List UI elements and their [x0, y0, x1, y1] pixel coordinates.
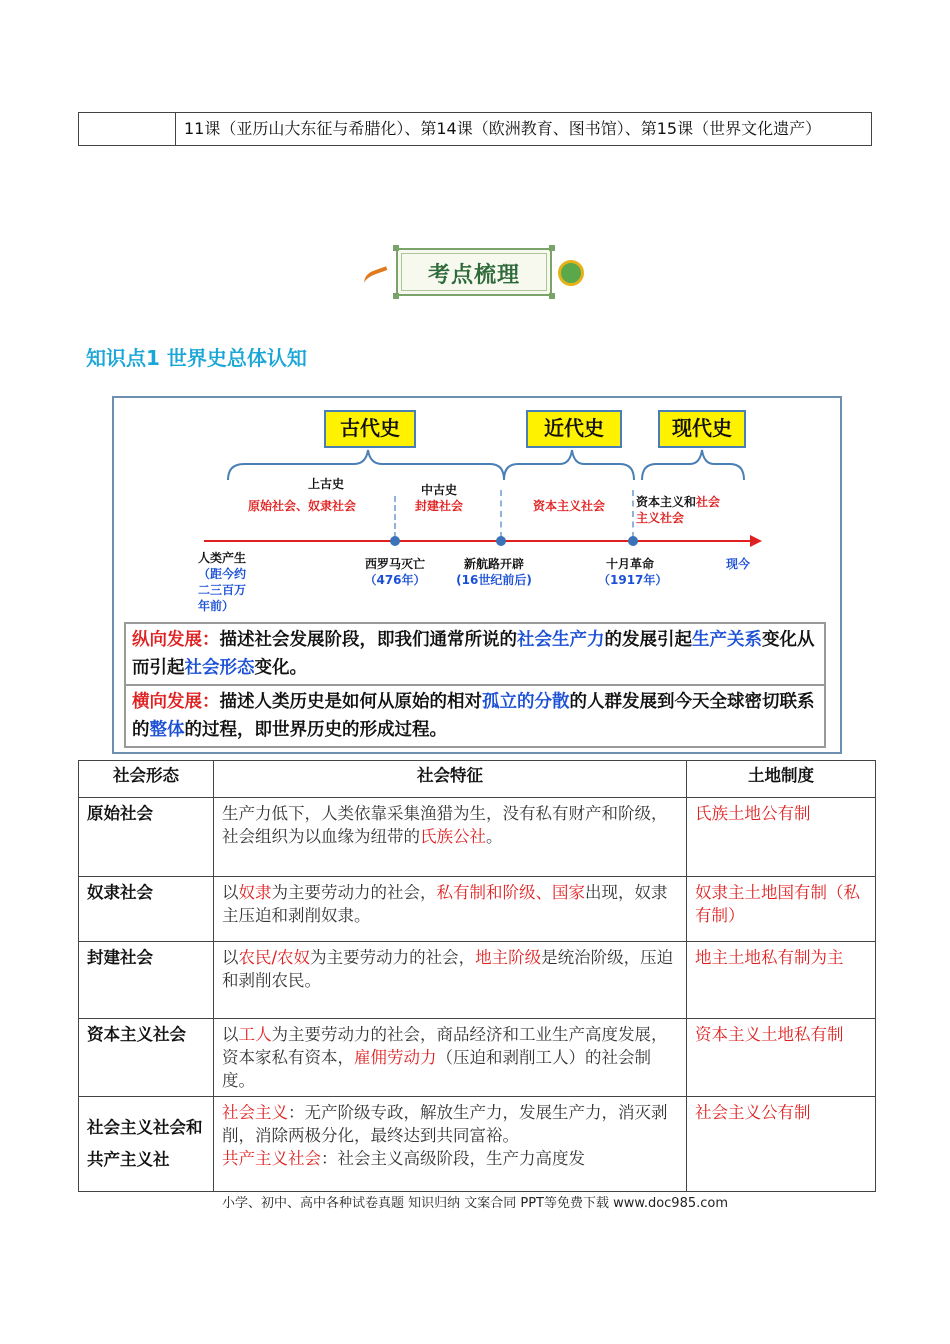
table-header-row: [79, 761, 876, 798]
social-form-cell: 社会主义社会和共产主义社: [79, 1097, 214, 1192]
era-braces: [114, 398, 840, 518]
milestone-rome-fall-note: （476年）: [364, 573, 426, 587]
table-cell-lessons: 11课（亚历山大东征与希腊化）、第14课（欧洲教育、图书馆）、第15课（世界文化遗产）: [176, 113, 872, 146]
table-cell-empty: [79, 113, 176, 146]
period-contemporary: 资本主义和社会 主义社会: [636, 495, 721, 525]
land-system-cell: 地主土地私有制为主: [687, 942, 876, 1019]
banner-label: 考点梳理: [427, 263, 520, 288]
section-banner: [362, 244, 592, 302]
milestone-october-revolution-note: （1917年）: [598, 573, 668, 587]
milestone-present: 现今: [725, 557, 750, 571]
social-forms-table: [78, 760, 876, 1192]
milestone-human-origin: 人类产生: [198, 551, 247, 565]
milestone-dot: [496, 536, 506, 546]
leaf-icon: [362, 266, 393, 292]
land-system-cell: 氏族土地公有制: [687, 798, 876, 877]
column-header: 社会特征: [214, 761, 687, 798]
social-feature-cell: 以农民/农奴为主要劳动力的社会，地主阶级是统治阶级，压迫和剥削农民。: [214, 942, 687, 1019]
timeline-axis: [204, 540, 754, 542]
timeline-arrow-icon: [750, 535, 762, 547]
divider: [500, 490, 502, 538]
social-form-cell: 原始社会: [79, 798, 214, 877]
period-upper-ancient-sub: 原始社会、奴隶社会: [247, 499, 356, 513]
vertical-development-box: 纵向发展：描述社会发展阶段，即我们通常所说的社会生产力的发展引起生产关系变化从而引起社会形态变化。: [124, 622, 826, 686]
era-ancient: 古代史: [324, 410, 416, 448]
social-feature-cell: 以奴隶为主要劳动力的社会，私有制和阶级、国家出现，奴隶主压迫和剥削奴隶。: [214, 877, 687, 942]
period-upper-ancient: 上古史: [307, 477, 344, 491]
social-form-cell: 封建社会: [79, 942, 214, 1019]
milestone-new-routes: 新航路开辟: [463, 557, 524, 571]
top-table: [78, 112, 872, 146]
milestone-dot: [628, 536, 638, 546]
section-title: 知识点1 世界史总体认知: [86, 346, 307, 370]
social-form-cell: 资本主义社会: [79, 1019, 214, 1097]
page-footer: 小学、初中、高中各种试卷真题 知识归纳 文案合同 PPT等免费下载 www.doc985.com: [221, 1196, 729, 1211]
period-medieval-sub: 封建社会: [414, 499, 463, 513]
world-history-diagram: [112, 396, 842, 754]
milestone-human-origin-note: （距今约二三百万年前）: [198, 567, 247, 613]
table-row: [79, 942, 876, 1019]
horizontal-development-box: 横向发展：描述人类历史是如何从原始的相对孤立的分散的人群发展到今天全球密切联系的整体的过程，即世界历史的形成过程。: [124, 684, 826, 748]
land-system-cell: 资本主义土地私有制: [687, 1019, 876, 1097]
milestone-new-routes-note: (16世纪前后): [456, 573, 532, 587]
land-system-cell: 奴隶主土地国有制（私有制）: [687, 877, 876, 942]
period-modern-sub: 资本主义社会: [532, 499, 605, 513]
table-row: [79, 877, 876, 942]
table-row: [79, 1097, 876, 1192]
divider: [394, 496, 396, 538]
table-row: [79, 113, 872, 146]
social-form-cell: 奴隶社会: [79, 877, 214, 942]
milestone-rome-fall: 西罗马灭亡: [364, 557, 425, 571]
column-header: 社会形态: [79, 761, 214, 798]
milestone-dot: [390, 536, 400, 546]
social-feature-cell: 生产力低下，人类依靠采集渔猎为生，没有私有财产和阶级，社会组织为以血缘为纽带的氏族公社。: [214, 798, 687, 877]
banner-frame: [396, 248, 552, 296]
column-header: 土地制度: [687, 761, 876, 798]
table-row: [79, 1019, 876, 1097]
period-medieval: 中古史: [420, 483, 457, 497]
era-modern: 近代史: [526, 410, 622, 448]
milestone-october-revolution: 十月革命: [605, 557, 654, 571]
social-feature-cell: 以工人为主要劳动力的社会，商品经济和工业生产高度发展，资本家私有资本，雇佣劳动力（压迫和剥削工人）的社会制度。: [214, 1019, 687, 1097]
social-feature-cell: 社会主义：无产阶级专政，解放生产力，发展生产力，消灭剥削，消除两极分化，最终达到共同富裕。 共产主义社会：社会主义高级阶段，生产力高度发: [214, 1097, 687, 1192]
divider: [632, 490, 634, 538]
era-contemporary: 现代史: [658, 410, 746, 448]
flower-icon: [558, 260, 584, 286]
table-row: [79, 798, 876, 877]
land-system-cell: 社会主义公有制: [687, 1097, 876, 1192]
